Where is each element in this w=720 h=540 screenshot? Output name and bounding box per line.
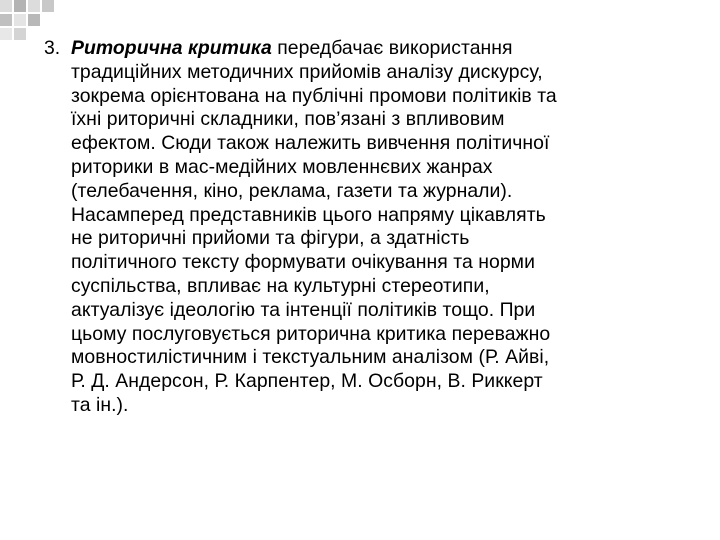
text-line: зокрема орієнтована на публічні промови політиків та <box>71 84 557 107</box>
slide-body <box>44 37 694 418</box>
item-number: 3. <box>44 37 61 59</box>
text-line: не риторичні прийоми та фігури, а здатність <box>71 227 470 250</box>
text-line: Р. Д. Андерсон, Р. Карпентер, М. Осборн, В. Риккерт <box>71 370 543 393</box>
text-line: ефектом. Сюди також належить вивчення політичної <box>71 132 550 155</box>
text-line: Насамперед представників цього напряму цікавлять <box>71 203 546 226</box>
text-line: актуалізує ідеологію та інтенції політиків тощо. При <box>71 298 536 321</box>
text-line: (телебачення, кіно, реклама, газети та журнали). <box>71 179 513 202</box>
text-line: цьому послуговується риторична критика переважно <box>71 322 551 345</box>
text-line: та ін.). <box>71 393 129 416</box>
text-line: мовностилістичним і текстуальним аналізом (Р. Айві, <box>71 346 550 369</box>
text-line: їхні риторичні складники, пов’язані з впливовим <box>71 108 505 131</box>
key-term: Риторична критика <box>71 37 272 59</box>
text-line: суспільства, впливає на культурні стереотипи, <box>71 274 490 297</box>
text-line: політичного тексту формувати очікування та норми <box>71 251 535 274</box>
text-line: традиційних методичних прийомів аналізу дискурсу, <box>71 60 543 83</box>
text-line: риторики в мас-медійних мовленнєвих жанрах <box>71 155 493 178</box>
text-line: передбачає використання <box>271 37 513 59</box>
paragraph <box>44 37 694 418</box>
